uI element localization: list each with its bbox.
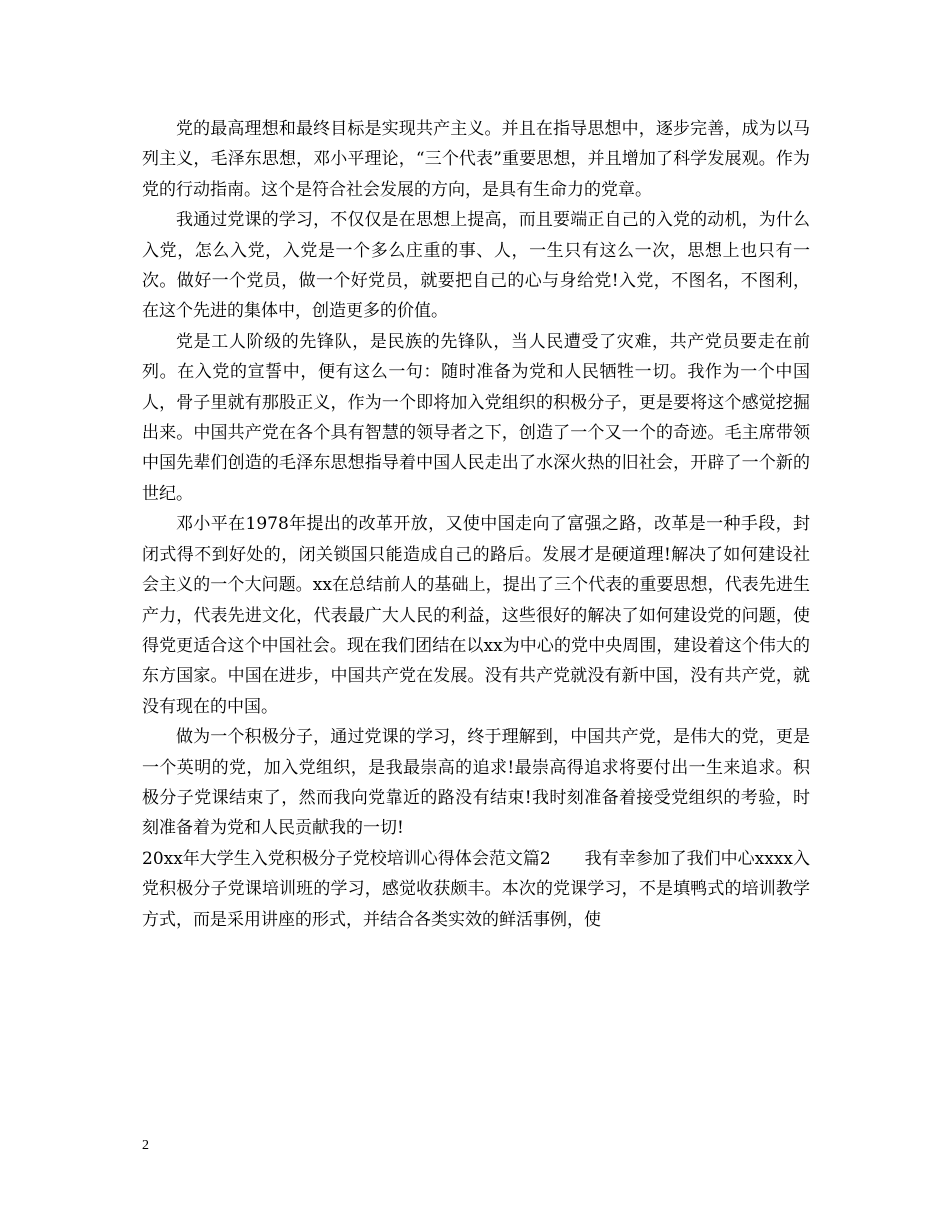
paragraph-activist-pursuit: 做为一个积极分子，通过党课的学习，终于理解到，中国共产党，是伟大的党，更是一个英明的党，加入党组织，是我最崇高的追求!最崇高得追求将要付出一生来追求。积极分子党课结束了，然而我向党靠近的路没有结束!我时刻准备着接受党组织的考验，时刻准备着为党和人民贡献我的一切!: [142, 727, 810, 839]
document-body: [142, 114, 810, 935]
paragraph-essay-2-start: 20xx年大学生入党积极分子党校培训心得体会范文篇2 我有幸参加了我们中心xxxx入党积极分子党课培训班的学习，感觉收获颇丰。本次的党课学习，不是填鸭式的培训教学方式，而是采用讲座的形式，并结合各类实效的鲜活事例，使: [142, 848, 810, 930]
page-number: 2: [142, 1138, 149, 1153]
paragraph-party-course-study: 我通过党课的学习，不仅仅是在思想上提高，而且要端正自己的入党的动机，为什么入党，怎么入党，入党是一个多么庄重的事、人，一生只有这么一次，思想上也只有一次。做好一个党员，做一个好党员，就要把自己的心与身给党!入党，不图名，不图利，在这个先进的集体中，创造更多的价值。: [142, 210, 810, 322]
paragraph-party-ideal: 党的最高理想和最终目标是实现共产主义。并且在指导思想中，逐步完善，成为以马列主义，毛泽东思想，邓小平理论，“三个代表”重要思想，并且增加了科学发展观。作为党的行动指南。这个是符合社会发展的方向，是具有生命力的党章。: [142, 119, 810, 200]
paragraph-vanguard: 党是工人阶级的先锋队，是民族的先锋队，当人民遭受了灾难，共产党员要走在前列。在入党的宣誓中，便有这么一句：随时准备为党和人民牺牲一切。我作为一个中国人，骨子里就有那股正义，作为一个即将加入党组织的积极分子，更是要将这个感觉挖掘出来。中国共产党在各个具有智慧的领导者之下，创造了一个又一个的奇迹。毛主席带领中国先辈们创造的毛泽东思想指导着中国人民走出了水深火热的旧社会，开辟了一个新的世纪。: [142, 331, 810, 504]
paragraph-reform-opening: 邓小平在1978年提出的改革开放，又使中国走向了富强之路，改革是一种手段，封闭式得不到好处的，闭关锁国只能造成自己的路后。发展才是硬道理!解决了如何建设社会主义的一个大问题。xx在总结前人的基础上，提出了三个代表的重要思想，代表先进生产力，代表先进文化，代表最广大人民的利益，这些很好的解决了如何建设党的问题，使得党更适合这个中国社会。现在我们团结在以xx为中心的党中央周围，建设着这个伟大的东方国家。中国在进步，中国共产党在发展。没有共产党就没有新中国，没有共产党，就没有现在的中国。: [142, 514, 810, 717]
